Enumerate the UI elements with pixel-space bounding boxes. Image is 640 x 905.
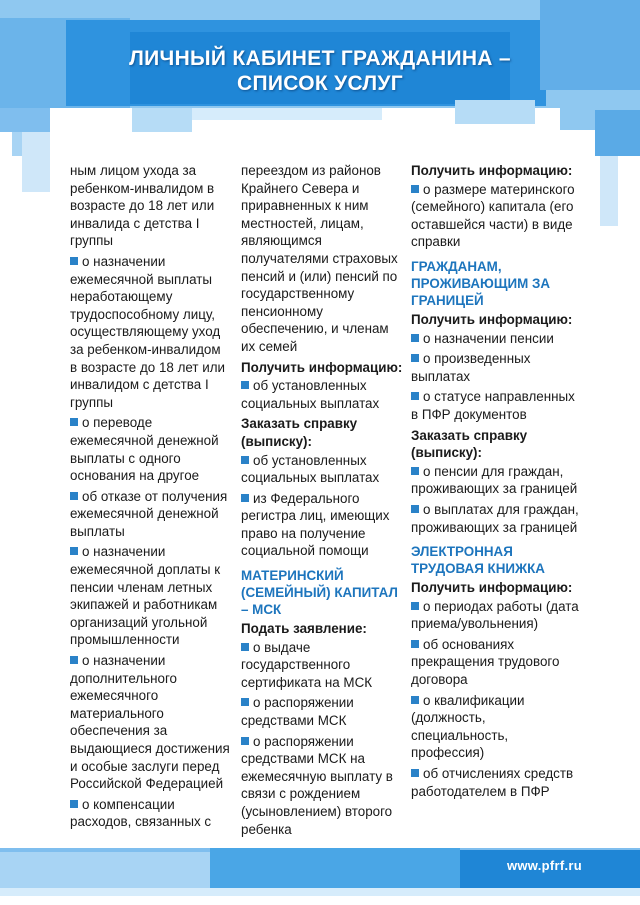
list-item (241, 377, 403, 412)
header-tile (132, 108, 192, 132)
item-text: об установленных социальных выплатах (241, 452, 380, 486)
header-tile (0, 108, 50, 132)
bullet-square-icon (411, 696, 419, 704)
list-item (241, 694, 403, 729)
subheading (241, 359, 403, 377)
column-2 (241, 162, 403, 841)
subheading (411, 162, 581, 180)
item-text: о назначении дополнительного ежемесячного материального обеспечения за выдающиеся достижения и особые заслуги перед Российской Федерацией (70, 653, 230, 792)
footer-tile (210, 848, 460, 888)
page-title (0, 46, 640, 96)
bullet-square-icon (411, 334, 419, 342)
item-text: Подать заявление: (241, 621, 367, 637)
item-text: о периодах работы (дата приема/увольнения) (411, 598, 579, 632)
subheading (411, 579, 581, 597)
list-item (241, 733, 403, 839)
list-item (411, 636, 581, 689)
item-text: о распоряжении средствами МСК (241, 695, 354, 729)
item-text: МАТЕРИНСКИЙ (СЕМЕЙНЫЙ) КАПИТАЛ – МСК (241, 568, 398, 618)
item-text: из Федерального регистра лиц, имеющих право на получение социальной помощи (241, 490, 390, 559)
item-text: Заказать справку (выписку): (241, 416, 358, 449)
bullet-square-icon (241, 643, 249, 651)
subheading (241, 620, 403, 638)
bullet-square-icon (241, 737, 249, 745)
item-text: о произведенных выплатах (411, 351, 531, 384)
title-line-2: СПИСОК УСЛУГ (237, 72, 403, 95)
item-text: о пенсии для граждан, проживающих за границей (411, 463, 578, 497)
item-text: о назначении ежемесячной доплаты к пенсии членам летных экипажей и работникам организаций угольной промышленности (70, 544, 221, 648)
item-text: ным лицом ухода за ребенком-инвалидом в возрасте до 18 лет или инвалида с детства I группы (70, 163, 215, 249)
item-text: о квалификации (должность, специальность, профессия) (411, 692, 525, 761)
list-item (70, 543, 230, 649)
bullet-square-icon (411, 392, 419, 400)
bullet-square-icon (70, 656, 78, 664)
bullet-square-icon (241, 494, 249, 502)
item-text: о компенсации расходов, связанных с (70, 796, 212, 830)
item-text: о выдаче государственного сертификата на МСК (241, 639, 373, 690)
list-item (70, 488, 230, 541)
item-text: Получить информацию: (411, 580, 573, 596)
list-item (411, 350, 581, 385)
bullet-square-icon (411, 769, 419, 777)
bullet-square-icon (241, 381, 249, 389)
item-text: Заказать справку (выписку): (411, 427, 528, 461)
item-text: об основаниях прекращения трудового договора (411, 636, 560, 688)
bullet-square-icon (411, 602, 419, 610)
item-text: переездом из районов Крайнего Севера и приравненных к ним местностей, лицам, являющимся получателями страховых пенсий и (или) пенсий по государственному пенсионному обеспечению, и членам их семей (241, 163, 398, 354)
bullet-square-icon (70, 492, 78, 500)
item-text: о назначении пенсии (423, 330, 554, 346)
section-heading (411, 543, 581, 577)
list-item (70, 414, 230, 484)
list-item (241, 452, 403, 487)
item-text: о выплатах для граждан, проживающих за границей (411, 501, 579, 535)
list-item (411, 501, 581, 536)
item-text: Получить информацию: (411, 311, 573, 327)
list-item (411, 388, 581, 423)
bullet-square-icon (241, 698, 249, 706)
header-band (0, 0, 640, 160)
list-item (411, 181, 581, 251)
bullet-square-icon (411, 185, 419, 193)
item-text: о назначении ежемесячной выплаты неработающему трудоспособному лицу, осуществляющему уход за ребенком-инвалидом в возрасте до 18 лет или инвалидом с детства I группы (70, 253, 226, 410)
list-item (241, 490, 403, 560)
item-text: об отчислениях средств работодателем в ПФР (411, 766, 574, 799)
list-item (411, 692, 581, 762)
section-heading (411, 258, 581, 309)
list-item (411, 463, 581, 498)
title-line-1: ЛИЧНЫЙ КАБИНЕТ ГРАЖДАНИНА – (129, 47, 511, 70)
bullet-square-icon (70, 547, 78, 555)
list-item (411, 765, 581, 800)
item-text: ГРАЖДАНАМ, ПРОЖИВАЮЩИМ ЗА ГРАНИЦЕЙ (411, 258, 551, 308)
bullet-square-icon (411, 354, 419, 362)
item-text: о переводе ежемесячной денежной выплаты с одного основания на другое (70, 415, 219, 484)
bullet-square-icon (411, 467, 419, 475)
list-item (70, 652, 230, 793)
section-heading (241, 567, 403, 618)
list-item (411, 598, 581, 633)
paragraph (241, 162, 403, 356)
list-item (241, 639, 403, 692)
bullet-square-icon (70, 418, 78, 426)
column-1 (70, 162, 230, 834)
subheading (411, 427, 581, 462)
site-url[interactable]: www.pfrf.ru (506, 858, 582, 873)
item-text: об отказе от получения ежемесячной денежной выплаты (70, 488, 228, 539)
footer-tile (0, 852, 210, 888)
right-edge-stripe (600, 156, 618, 226)
header-tile (595, 110, 640, 156)
list-item (70, 796, 230, 831)
header-tile (192, 108, 382, 120)
item-text: Получить информацию: (411, 163, 573, 178)
column-3 (411, 162, 581, 803)
bullet-square-icon (411, 640, 419, 648)
item-text: о статусе направленных в ПФР документов (411, 389, 575, 422)
list-item (411, 330, 581, 348)
left-edge-stripe (22, 132, 50, 192)
bullet-square-icon (241, 456, 249, 464)
subheading (411, 311, 581, 329)
paragraph (70, 162, 230, 250)
header-tile (455, 100, 535, 124)
item-text: о распоряжении средствами МСК на ежемесячную выплату в связи с рождением (усыновлением) второго ребенка (241, 733, 393, 837)
list-item (70, 253, 230, 411)
item-text: ЭЛЕКТРОННАЯ ТРУДОВАЯ КНИЖКА (411, 544, 545, 577)
subheading (241, 415, 403, 450)
item-text: Получить информацию: (241, 359, 403, 375)
bullet-square-icon (70, 800, 78, 808)
item-text: об установленных социальных выплатах (241, 378, 380, 411)
bullet-square-icon (70, 257, 78, 265)
bullet-square-icon (411, 505, 419, 513)
footer-tile (0, 888, 640, 896)
item-text: о размере материнского (семейного) капитала (его оставшейся части) в виде справки (411, 181, 575, 250)
